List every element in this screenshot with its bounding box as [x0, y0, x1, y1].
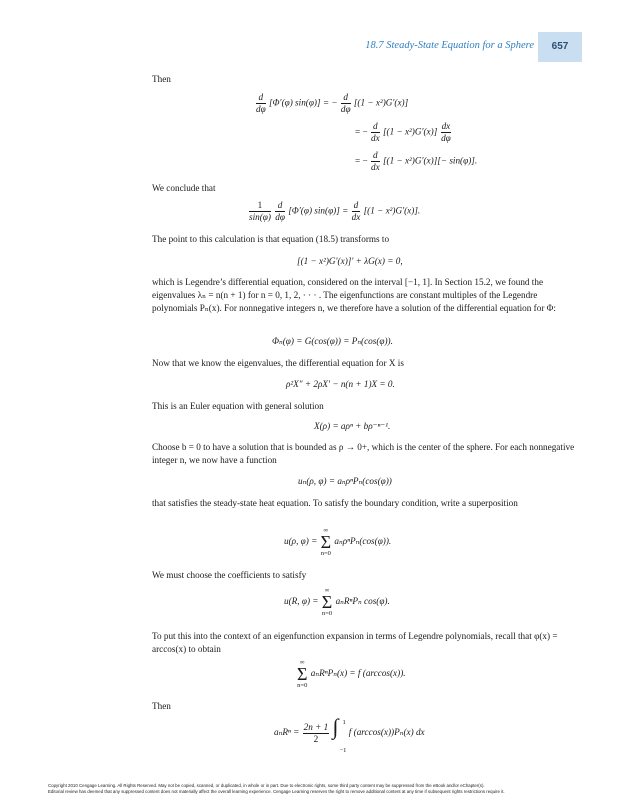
copyright-line-2: Editorial review has deemed that any suppressed content does not materially affect the overall learning experience. Cengage Learning reserves the right to remove additional content at any time if subsequent rights restrictions require it. — [48, 789, 505, 794]
fraction-dx-dphi: $\frac{dx}{d\varphi}$ — [441, 121, 451, 143]
equation-phi-n: Φₙ(φ) = G(cos(φ)) = Pₙ(cos(φ)). — [272, 336, 393, 346]
equation-coefficients — [274, 714, 425, 754]
eq4-mid: [Φ′(φ) sin(φ)] = — [288, 205, 349, 216]
equation-legendre: [(1 − x²)G′(x)]′ + λG(x) = 0, — [297, 256, 403, 266]
paragraph-legendre: which is Legendre’s differential equation, considered on the interval [−1, 1]. In Section 15.2, we found the eigenvalues λₙ = n(n + 1) for n = 0, 1, 2, · · · . The eigenfunctions are constant multiples of the Legendre polynomials Pₙ(x). For nonnegative integers n, we therefore have a solution of the differential equation for Φ: — [152, 277, 556, 313]
page-header — [302, 32, 582, 62]
equation-boundary — [284, 587, 390, 617]
eq13-lhs: aₙRⁿ = — [274, 727, 300, 738]
fraction-1-sinphi: $\frac{1}{\sin(\varphi)}$ — [249, 200, 271, 222]
eq10-rhs: aₙρⁿPₙ(cos(φ)). — [334, 536, 392, 547]
paragraph-then: Then — [152, 74, 171, 84]
fraction-d-dphi: $\frac{d}{d\varphi}$ — [256, 92, 266, 114]
fraction-d-dphi-3: $\frac{d}{d\varphi}$ — [275, 200, 285, 222]
equation-expansion — [296, 659, 406, 689]
eq1-lhs: [Φ′(φ) sin(φ)] = − — [268, 97, 338, 108]
fraction-d-dx-3: $\frac{d}{dx}$ — [351, 200, 361, 222]
copyright-footer — [48, 783, 588, 795]
paragraph-euler: This is an Euler equation with general solution — [152, 401, 324, 411]
fraction-2n1-2: $\frac{2n + 1}{2}$ — [303, 721, 329, 744]
eq4-rhs: [(1 − x²)G′(x)]. — [363, 205, 421, 216]
equation-superposition — [284, 527, 391, 557]
eq2-rhs: [(1 − x²)G′(x)] — [382, 126, 438, 137]
paragraph-mustchoose: We must choose the coefficients to satisfy — [152, 570, 307, 580]
eq3-rhs: [(1 − x²)G′(x)][− sin(φ)]. — [382, 155, 478, 166]
paragraph-choose: Choose b = 0 to have a solution that is bounded as ρ → 0+, which is the center of the sphere. For each nonnegative integer n, we now have a function — [152, 442, 575, 465]
running-title: 18.7 Steady-State Equation for a Sphere — [365, 40, 534, 51]
paragraph-satisfies: that satisfies the steady-state heat equation. To satisfy the boundary condition, write a superposition — [152, 498, 518, 508]
eq10-lhs: u(ρ, φ) = — [284, 536, 318, 547]
summation-sign: ∞ Σ n=0 — [321, 587, 333, 617]
integral-sign: ∫ 1 −1 — [332, 714, 347, 754]
paragraph-nowthat: Now that we know the eigenvalues, the differential equation for X is — [152, 358, 404, 368]
copyright-line-1: Copyright 2010 Cengage Learning. All Rights Reserved. May not be copied, scanned, or duplicated, in whole or in part. Due to electronic rights, some third party content may be suppressed from the eBook and/or eChapter(s). — [48, 783, 485, 788]
equation-line-3 — [355, 150, 477, 173]
summation-sign: ∞ Σ n=0 — [320, 527, 332, 557]
paragraph-conclude: We conclude that — [152, 183, 216, 193]
eq11-lhs: u(R, φ) = — [284, 596, 319, 607]
equation-un: uₙ(ρ, φ) = aₙρⁿPₙ(cos(φ)) — [298, 476, 392, 486]
fraction-d-dx-2: $\frac{d}{dx}$ — [370, 150, 380, 172]
paragraph-context: To put this into the context of an eigenfunction expansion in terms of Legendre polynomials, recall that φ(x) = arccos(x) to obtain — [152, 631, 558, 654]
eq2-prefix: = − — [355, 126, 368, 137]
equation-x: ρ²X″ + 2ρX′ − n(n + 1)X = 0. — [286, 379, 395, 389]
equation-line-2 — [355, 121, 452, 144]
paragraph-then-2: Then — [152, 701, 171, 711]
fraction-d-dphi-2: $\frac{d}{d\varphi}$ — [340, 92, 351, 114]
summation-sign: ∞ Σ n=0 — [297, 659, 308, 689]
eq3-prefix: = − — [355, 155, 368, 166]
eq11-rhs: aₙRⁿPₙ cos(φ). — [335, 596, 390, 607]
paragraph-point: The point to this calculation is that equation (18.5) transforms to — [152, 234, 390, 244]
fraction-d-dx: $\frac{d}{dx}$ — [370, 121, 380, 143]
eq12-rhs: aₙRⁿPₙ(x) = f (arccos(x)). — [310, 668, 406, 679]
equation-line-1 — [255, 92, 408, 115]
equation-euler-solution: X(ρ) = aρⁿ + bρ⁻ⁿ⁻¹. — [314, 421, 391, 431]
equation-line-4 — [248, 200, 420, 223]
eq13-rhs: f (arccos(x))Pₙ(x) dx — [348, 727, 425, 738]
eq1-rhs: [(1 − x²)G′(x)] — [353, 97, 409, 108]
page-number: 657 — [538, 32, 582, 62]
